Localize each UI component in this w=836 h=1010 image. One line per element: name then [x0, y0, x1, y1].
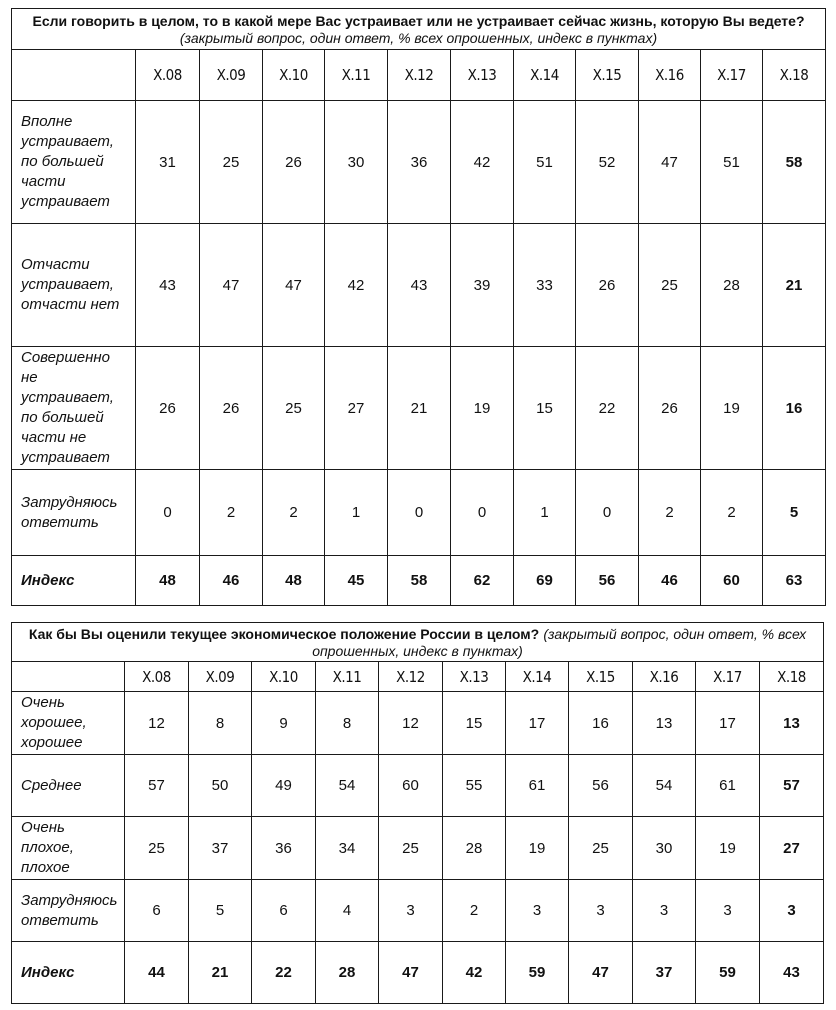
value-cell: 4 [316, 880, 379, 942]
index-cell: 62 [451, 556, 514, 606]
value-cell: 42 [451, 101, 514, 224]
year-header: X.15 [576, 50, 639, 101]
year-header: X.09 [189, 662, 252, 692]
value-cell: 42 [325, 224, 388, 347]
question-subtitle: (закрытый вопрос, один ответ, % всех опрошенных, индекс в пунктах) [312, 626, 807, 659]
value-cell: 17 [506, 692, 569, 755]
table-row [12, 817, 824, 880]
value-cell: 43 [388, 224, 451, 347]
value-cell: 28 [443, 817, 506, 880]
value-cell: 50 [189, 755, 252, 817]
value-cell: 36 [388, 101, 451, 224]
index-cell: 48 [263, 556, 325, 606]
value-cell: 17 [696, 692, 760, 755]
value-cell: 0 [576, 470, 639, 556]
question-text: Если говорить в целом, то в какой мере Вас устраивает или не устраивает сейчас жизнь, которую Вы ведете? [32, 13, 805, 29]
index-row [12, 942, 824, 1004]
value-cell: 0 [451, 470, 514, 556]
value-cell: 33 [514, 224, 576, 347]
row-label: Среднее [12, 755, 125, 817]
value-cell: 25 [569, 817, 633, 880]
value-cell: 58 [763, 101, 826, 224]
value-cell: 26 [639, 347, 701, 470]
value-cell: 19 [696, 817, 760, 880]
value-cell: 25 [125, 817, 189, 880]
row-label: Совершенно не устраивает, по большей части не устраивает [12, 347, 136, 470]
value-cell: 1 [514, 470, 576, 556]
value-cell: 43 [136, 224, 200, 347]
value-cell: 36 [252, 817, 316, 880]
table-title [12, 623, 824, 662]
value-cell: 31 [136, 101, 200, 224]
index-cell: 42 [443, 942, 506, 1004]
value-cell: 2 [639, 470, 701, 556]
value-cell: 27 [760, 817, 824, 880]
value-cell: 19 [701, 347, 763, 470]
value-cell: 5 [189, 880, 252, 942]
value-cell: 56 [569, 755, 633, 817]
value-cell: 5 [763, 470, 826, 556]
value-cell: 25 [263, 347, 325, 470]
value-cell: 9 [252, 692, 316, 755]
table-row [12, 755, 824, 817]
year-header: X.11 [325, 50, 388, 101]
value-cell: 3 [760, 880, 824, 942]
row-label: Затрудняюсь ответить [12, 880, 125, 942]
value-cell: 3 [379, 880, 443, 942]
value-cell: 19 [451, 347, 514, 470]
year-header: X.14 [506, 662, 569, 692]
question-text: Как бы Вы оценили текущее экономическое положение России в целом? [28, 626, 540, 642]
index-cell: 60 [701, 556, 763, 606]
value-cell: 8 [189, 692, 252, 755]
value-cell: 19 [506, 817, 569, 880]
value-cell: 15 [514, 347, 576, 470]
value-cell: 2 [263, 470, 325, 556]
index-cell: 58 [388, 556, 451, 606]
table-row [12, 224, 826, 347]
year-header: X.15 [569, 662, 633, 692]
value-cell: 22 [576, 347, 639, 470]
corner-cell [12, 662, 125, 692]
value-cell: 28 [701, 224, 763, 347]
year-header: X.17 [701, 50, 763, 101]
value-cell: 21 [388, 347, 451, 470]
year-header: X.16 [639, 50, 701, 101]
value-cell: 3 [633, 880, 696, 942]
value-cell: 13 [633, 692, 696, 755]
value-cell: 6 [252, 880, 316, 942]
value-cell: 49 [252, 755, 316, 817]
index-cell: 44 [125, 942, 189, 1004]
value-cell: 6 [125, 880, 189, 942]
life-satisfaction-table [11, 8, 826, 606]
value-cell: 26 [136, 347, 200, 470]
value-cell: 3 [506, 880, 569, 942]
value-cell: 12 [125, 692, 189, 755]
value-cell: 12 [379, 692, 443, 755]
value-cell: 55 [443, 755, 506, 817]
value-cell: 3 [696, 880, 760, 942]
value-cell: 3 [569, 880, 633, 942]
value-cell: 26 [263, 101, 325, 224]
index-row [12, 556, 826, 606]
index-cell: 59 [506, 942, 569, 1004]
value-cell: 30 [325, 101, 388, 224]
value-cell: 8 [316, 692, 379, 755]
header-row [12, 50, 826, 101]
value-cell: 0 [388, 470, 451, 556]
year-header: X.13 [451, 50, 514, 101]
value-cell: 60 [379, 755, 443, 817]
value-cell: 16 [763, 347, 826, 470]
value-cell: 25 [639, 224, 701, 347]
index-cell: 47 [569, 942, 633, 1004]
value-cell: 39 [451, 224, 514, 347]
index-cell: 28 [316, 942, 379, 1004]
value-cell: 61 [506, 755, 569, 817]
value-cell: 54 [633, 755, 696, 817]
year-header: X.08 [136, 50, 200, 101]
value-cell: 25 [379, 817, 443, 880]
table-row [12, 347, 826, 470]
row-label: Очень хорошее, хорошее [12, 692, 125, 755]
row-label: Индекс [12, 556, 136, 606]
value-cell: 51 [701, 101, 763, 224]
year-header: X.17 [696, 662, 760, 692]
index-cell: 21 [189, 942, 252, 1004]
table-row [12, 880, 824, 942]
index-cell: 45 [325, 556, 388, 606]
question-subtitle: (закрытый вопрос, один ответ, % всех опрошенных, индекс в пунктах) [179, 30, 658, 46]
value-cell: 61 [696, 755, 760, 817]
index-cell: 69 [514, 556, 576, 606]
year-header: X.12 [379, 662, 443, 692]
year-header: X.08 [125, 662, 189, 692]
year-header: X.18 [760, 662, 824, 692]
value-cell: 34 [316, 817, 379, 880]
index-cell: 46 [639, 556, 701, 606]
value-cell: 26 [576, 224, 639, 347]
value-cell: 16 [569, 692, 633, 755]
value-cell: 54 [316, 755, 379, 817]
year-header: X.18 [763, 50, 826, 101]
table-row [12, 101, 826, 224]
economic-situation-table [11, 622, 824, 1004]
value-cell: 37 [189, 817, 252, 880]
value-cell: 15 [443, 692, 506, 755]
index-cell: 43 [760, 942, 824, 1004]
value-cell: 2 [200, 470, 263, 556]
value-cell: 52 [576, 101, 639, 224]
year-header: X.09 [200, 50, 263, 101]
year-header: X.14 [514, 50, 576, 101]
corner-cell [12, 50, 136, 101]
value-cell: 51 [514, 101, 576, 224]
value-cell: 0 [136, 470, 200, 556]
value-cell: 57 [760, 755, 824, 817]
year-header: X.10 [263, 50, 325, 101]
value-cell: 2 [443, 880, 506, 942]
value-cell: 2 [701, 470, 763, 556]
value-cell: 57 [125, 755, 189, 817]
row-label: Затрудняюсь ответить [12, 470, 136, 556]
value-cell: 47 [263, 224, 325, 347]
index-cell: 37 [633, 942, 696, 1004]
row-label: Вполне устраивает, по большей части устраивает [12, 101, 136, 224]
row-label: Отчасти устраивает, отчасти нет [12, 224, 136, 347]
value-cell: 13 [760, 692, 824, 755]
index-cell: 63 [763, 556, 826, 606]
value-cell: 21 [763, 224, 826, 347]
value-cell: 25 [200, 101, 263, 224]
value-cell: 26 [200, 347, 263, 470]
value-cell: 1 [325, 470, 388, 556]
value-cell: 30 [633, 817, 696, 880]
year-header: X.12 [388, 50, 451, 101]
header-row [12, 662, 824, 692]
value-cell: 27 [325, 347, 388, 470]
table-title [12, 9, 826, 50]
index-cell: 46 [200, 556, 263, 606]
year-header: X.13 [443, 662, 506, 692]
year-header: X.16 [633, 662, 696, 692]
row-label: Очень плохое, плохое [12, 817, 125, 880]
table-row [12, 692, 824, 755]
index-cell: 59 [696, 942, 760, 1004]
index-cell: 47 [379, 942, 443, 1004]
index-cell: 22 [252, 942, 316, 1004]
value-cell: 47 [200, 224, 263, 347]
value-cell: 47 [639, 101, 701, 224]
year-header: X.10 [252, 662, 316, 692]
index-cell: 56 [576, 556, 639, 606]
index-cell: 48 [136, 556, 200, 606]
year-header: X.11 [316, 662, 379, 692]
table-row [12, 470, 826, 556]
row-label: Индекс [12, 942, 125, 1004]
